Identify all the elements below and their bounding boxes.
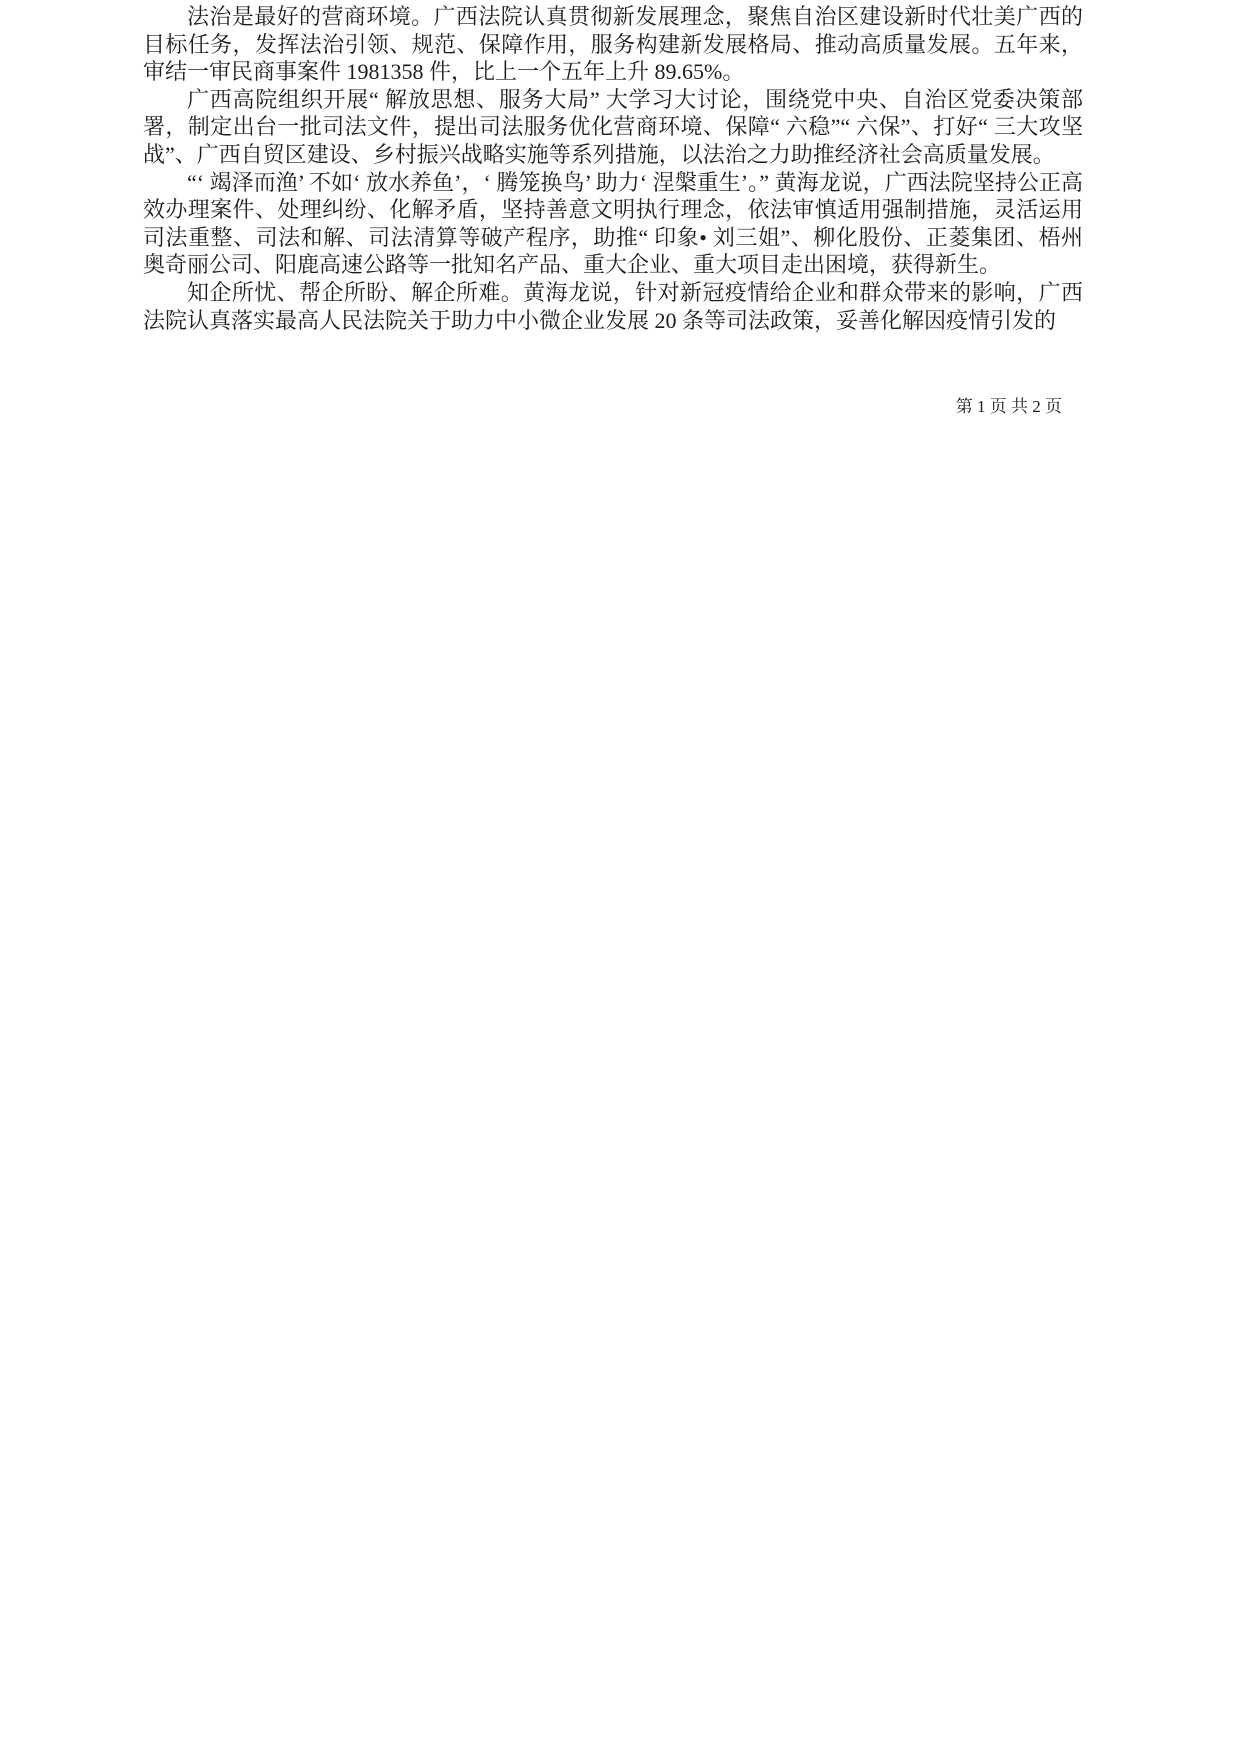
paragraph-4: 知企所忧、帮企所盼、解企所难。黄海龙说，针对新冠疫情给企业和群众带来的影响，广西法院认真落实最高人民法院关于助力中小微企业发展 20 条等司法政策，妥善化解因疫情引发的: [143, 279, 1083, 333]
page-number-footer: 第 1 页 共 2 页: [955, 397, 1062, 416]
paragraph-2: 广西高院组织开展“ 解放思想、服务大局” 大学习大讨论，围绕党中央、自治区党委决策部署，制定出台一批司法文件，提出司法服务优化营商环境、保障“ 六稳”“ 六保”、打好“ 三大攻坚战”、广西自贸区建设、乡村振兴战略实施等系列措施，以法治之力助推经济社会高质量发展。: [143, 86, 1083, 167]
paragraph-1: 法治是最好的营商环境。广西法院认真贯彻新发展理念，聚焦自治区建设新时代壮美广西的目标任务，发挥法治引领、规范、保障作用，服务构建新发展格局、推动高质量发展。五年来，审结一审民商事案件 1981358 件，比上一个五年上升 89.65%。: [143, 4, 1083, 85]
document-body: [143, 3, 1083, 334]
paragraph-3: “‘ 竭泽而渔’ 不如‘ 放水养鱼’，‘ 腾笼换鸟’ 助力‘ 涅槃重生’。” 黄海龙说，广西法院坚持公正高效办理案件、处理纠纷、化解矛盾，坚持善意文明执行理念，依法审慎适用强制措施，灵活运用司法重整、司法和解、司法清算等破产程序，助推“ 印象• 刘三姐”、柳化股份、正菱集团、梧州奥奇丽公司、阳鹿高速公路等一批知名产品、重大企业、重大项目走出困境，获得新生。: [143, 169, 1083, 278]
